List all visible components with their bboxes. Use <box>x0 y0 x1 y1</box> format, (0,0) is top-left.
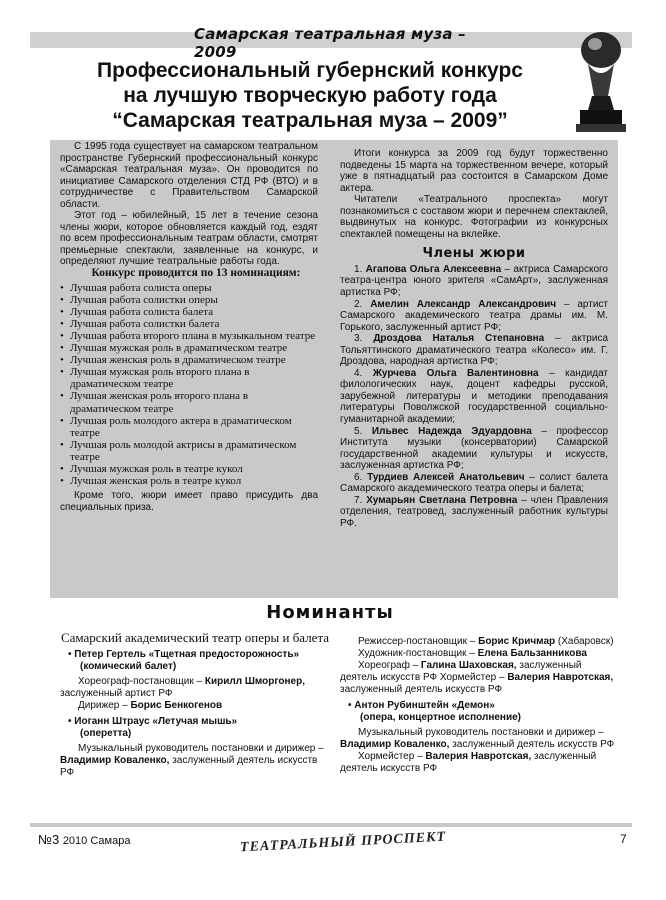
credit-title: заслуженный деятель искусств РФ <box>340 751 597 774</box>
work-title: • Петер Гертель «Тщетная предосторожность» <box>68 649 300 660</box>
credit-name: Валерия Навротская, <box>425 751 532 762</box>
nomination-item: • Лучшая женская роль второго плана в драматическом театре <box>60 390 318 414</box>
credit-role: Хореограф – <box>358 660 421 671</box>
magazine-logo: ТЕАТРАЛЬНЫЙ ПРОСПЕКТ <box>239 829 447 856</box>
jury-number: 3. <box>354 333 363 345</box>
nomination-item: • Лучшая мужская роль второго плана в драматическом театре <box>60 366 318 390</box>
nomination-item: • Лучшая работа солиста балета <box>60 306 318 318</box>
jury-desc: – солист балета Самарского академического театра оперы и балета; <box>340 471 608 495</box>
nominees-right-column <box>340 636 620 775</box>
left-column <box>60 141 318 513</box>
jury-desc: – член Правления отделения, театровед, заслуженный работник культуры РФ. <box>340 494 609 529</box>
credit-role: Художник-постановщик – <box>358 648 478 659</box>
nomination-item: • Лучшая работа солистки балета <box>60 318 318 330</box>
jury-number: 2. <box>354 298 363 310</box>
jury-desc: – кандидат филологических наук, доцент кафедры русской, зарубежной литературы и методики преподавания литературы Поволжской государственной социально-гуманитарной академии; <box>340 367 609 426</box>
credit-role: Музыкальный руководитель постановки и дирижер – <box>358 727 604 738</box>
jury-number: 5. <box>354 425 363 437</box>
jury-member <box>340 368 608 426</box>
jury-name: Турдиев Алексей Анатольевич <box>367 471 525 483</box>
credit-name: Кирилл Шморгонер, <box>204 676 305 687</box>
nomination-item: • Лучшая мужская роль в драматическом театре <box>60 342 318 354</box>
jury-name: Дроздова Наталья Степановна <box>373 333 545 345</box>
issue-info <box>38 832 130 847</box>
credit-line <box>60 676 330 700</box>
jury-desc: – профессор Института музыки (консерватории) Самарской государственной академии культуры и искусств, заслуженная артистка РФ; <box>340 425 609 472</box>
jury-name: Амелин Александр Александрович <box>370 298 557 310</box>
readers-paragraph: Читатели «Театрального проспекта» могут познакомиться с составом жюри и перечнем спектаклей, выдвинутых на конкурс. Фотографии из конкурсных спектаклей помещены на вклейке. <box>340 194 608 240</box>
page-title <box>60 58 560 133</box>
credit-line <box>340 636 620 648</box>
jury-number: 7. <box>354 494 363 506</box>
title-line: на лучшую творческую работу года <box>123 84 497 107</box>
credit-name: Владимир Коваленко, <box>340 739 450 750</box>
jury-desc: – актриса Самарского театра-центра юного зрителя «СамАрт», заслуженная артистка РФ; <box>340 263 608 299</box>
credit-name: Елена Бальзанникова <box>477 648 587 659</box>
credit-name: Валерия Навротская, <box>507 672 614 683</box>
jury-list <box>340 264 608 530</box>
jury-member <box>340 333 608 368</box>
credit-title: заслуженный деятель искусств РФ <box>340 684 503 695</box>
credit-line <box>340 660 620 696</box>
credit-role: Хореограф-постановщик – <box>78 676 205 687</box>
issue-place: 2010 Самара <box>62 835 131 847</box>
jury-number: 4. <box>354 367 363 379</box>
trophy-icon <box>568 26 634 136</box>
nomination-item: • Лучшая женская роль в драматическом театре <box>60 354 318 366</box>
credit-title: заслуженный артист РФ <box>60 688 173 699</box>
jury-name: Ильвес Надежда Эдуардовна <box>371 425 532 437</box>
title-line: Профессиональный губернский конкурс <box>97 59 523 82</box>
jury-member <box>340 426 608 472</box>
jury-member <box>340 495 608 530</box>
jury-member <box>340 299 608 334</box>
nomination-item: • Лучшая роль молодой актрисы в драматическом театре <box>60 439 318 463</box>
credit-title: заслуженный деятель искусств РФ <box>449 739 615 750</box>
work-subtitle: (комический балет) <box>80 661 177 672</box>
intro-paragraph: Этот год – юбилейный, 15 лет в течение сезона члены жюри, которое обновляется каждый год, ездят по всем профессиональным театрам области, смотрят премьерные спектакли, заявленные на конкурс, и определяют лучшие театральные работы года. <box>60 210 318 268</box>
credit-title: заслуженный деятель искусств РФ Хормейстер – <box>340 660 582 683</box>
jury-name: Хумарьян Светлана Петровна <box>366 494 518 506</box>
credit-line <box>340 648 620 660</box>
jury-desc: – актриса Тольяттинского драматического театра «Колесо» им. Г. Дроздова, народная артистка РФ; <box>340 333 609 368</box>
intro-paragraph: С 1995 года существует на самарском театральном пространстве Губернский профессиональный конкурс «Самарская театральная муза». Он проводится по инициативе Самарского отделения СТД РФ (ВТО) и в сотрудничестве с Правительством Самарской области. <box>60 141 318 210</box>
jury-name: Агапова Ольга Алексеевна <box>365 263 502 275</box>
credit-name: Борис Кричмар <box>478 636 556 647</box>
nomination-item: • Лучшая работа солистки оперы <box>60 294 318 306</box>
credit-role: Хормейстер – <box>358 751 426 762</box>
nominations-list <box>60 282 318 488</box>
jury-name: Журчева Ольга Валентиновна <box>372 367 539 379</box>
right-column <box>340 148 608 530</box>
jury-heading: Члены жюри <box>422 246 526 262</box>
jury-number: 1. <box>354 263 363 275</box>
special-prizes-paragraph: Кроме того, жюри имеет право присудить два специальных приза. <box>60 490 318 513</box>
footer-rule <box>30 823 632 827</box>
issue-number: №3 <box>38 832 60 847</box>
results-paragraph: Итоги конкурса за 2009 год будут торжественно подведены 15 марта на торжественном вечере, который уже в пятнадцатый раз состоится в Самарском Доме актера. <box>340 148 608 194</box>
credit-name: Борис Бенкогенов <box>130 700 223 711</box>
nomination-item: • Лучшая женская роль в театре кукол <box>60 475 318 487</box>
work-title: • Антон Рубинштейн «Демон» <box>348 700 495 711</box>
title-line: “Самарская театральная муза – 2009” <box>112 109 508 132</box>
credit-role: Режиссер-постановщик – <box>358 636 479 647</box>
jury-number: 6. <box>354 471 363 483</box>
work-subtitle: (оперетта) <box>80 728 132 739</box>
credit-title: (Хабаровск) <box>555 636 614 647</box>
jury-desc: – артист Самарского академического театра драмы им. М. Горького, заслуженный артист РФ; <box>340 298 608 333</box>
credit-line <box>340 727 620 751</box>
nomination-item: • Лучшая мужская роль в театре кукол <box>60 463 318 475</box>
nomination-item: • Лучшая роль молодого актера в драматическом театре <box>60 415 318 439</box>
credit-role: Дирижер – <box>78 700 131 711</box>
credit-line <box>60 743 330 779</box>
jury-member <box>340 472 608 495</box>
page-number: 7 <box>620 832 627 846</box>
credit-line <box>60 700 330 712</box>
work-subtitle: (опера, концертное исполнение) <box>360 712 522 723</box>
credit-role: Музыкальный руководитель постановки и дирижер – <box>78 743 324 754</box>
credit-line <box>340 751 620 775</box>
nominees-heading: Номинанты <box>266 602 394 623</box>
theatre-name: Самарский академический театр оперы и балета <box>60 630 330 645</box>
credit-name: Галина Шаховская, <box>420 660 517 671</box>
nominees-left-column <box>60 630 330 779</box>
running-title: Самарская театральная муза – 2009 <box>194 25 466 61</box>
jury-member <box>340 264 608 299</box>
nomination-item: • Лучшая работа солиста оперы <box>60 282 318 294</box>
credit-name: Владимир Коваленко, <box>60 755 170 766</box>
work-title: • Иоганн Штраус «Летучая мышь» <box>68 716 238 727</box>
nomination-item: • Лучшая работа второго плана в музыкальном театре <box>60 330 318 342</box>
nominations-heading: Конкурс проводится по 13 номинациям: <box>91 267 301 280</box>
credit-title: заслуженный деятель искусств РФ <box>60 755 318 778</box>
